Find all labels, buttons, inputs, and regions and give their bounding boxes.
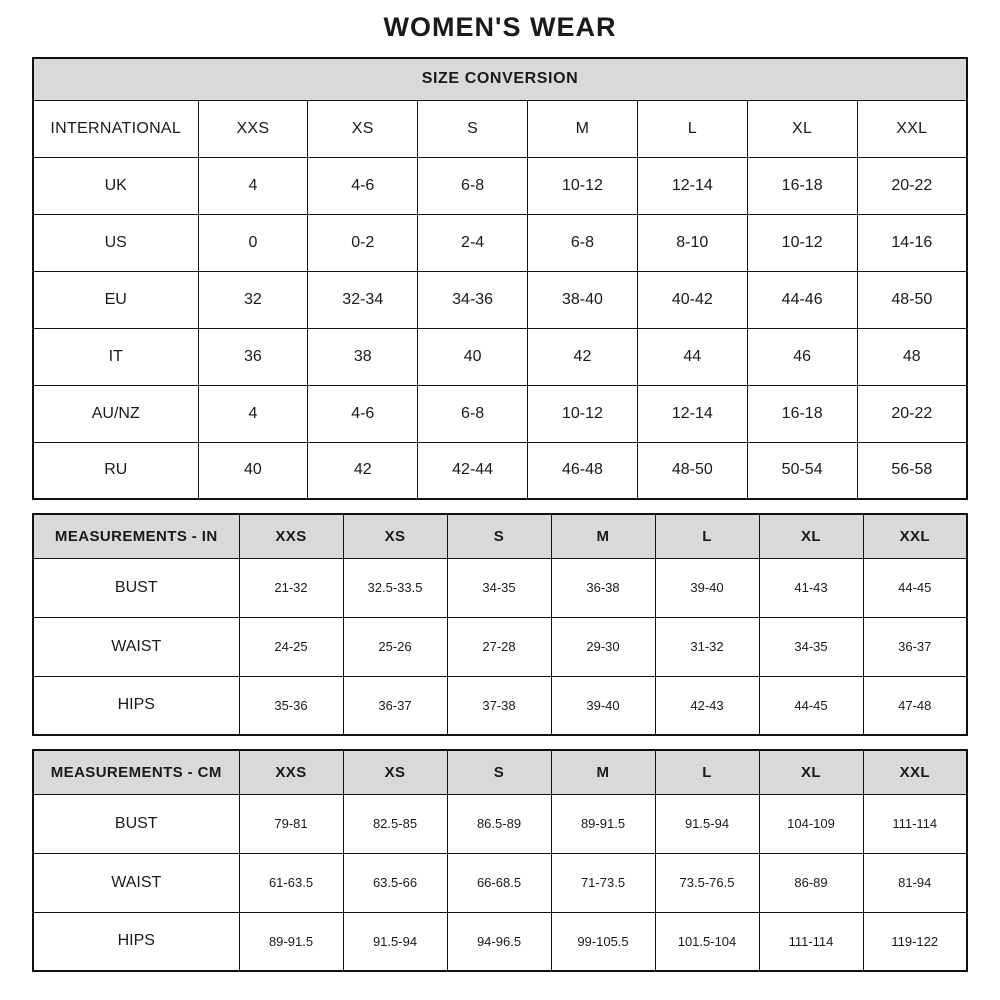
size-conversion-value-cell: 10-12 xyxy=(528,385,638,442)
measurements-in-row-label: HIPS xyxy=(33,676,239,735)
size-conversion-header-cell: XXS xyxy=(198,100,308,157)
size-conversion-value-cell: 10-12 xyxy=(528,157,638,214)
size-conversion-value-cell: 32 xyxy=(198,271,308,328)
measurements-cm-value-cell: 73.5-76.5 xyxy=(655,853,759,912)
size-conversion-value-cell: 56-58 xyxy=(857,442,967,499)
size-conversion-header-cell: M xyxy=(528,100,638,157)
size-conversion-value-cell: 40 xyxy=(418,328,528,385)
measurements-in-header-cell: L xyxy=(655,514,759,558)
size-conversion-value-cell: 38-40 xyxy=(528,271,638,328)
measurements-in-value-cell: 39-40 xyxy=(551,676,655,735)
size-conversion-data-row xyxy=(33,214,967,271)
size-conversion-title-row xyxy=(33,58,967,100)
measurements-cm-value-cell: 111-114 xyxy=(759,912,863,971)
measurements-cm-value-cell: 89-91.5 xyxy=(551,794,655,853)
size-conversion-header-cell: XXL xyxy=(857,100,967,157)
size-conversion-table xyxy=(32,57,968,500)
measurements-cm-value-cell: 89-91.5 xyxy=(239,912,343,971)
measurements-cm-row-label: BUST xyxy=(33,794,239,853)
measurements-in-value-cell: 36-37 xyxy=(863,617,967,676)
measurements-cm-table xyxy=(32,749,968,972)
size-conversion-value-cell: 2-4 xyxy=(418,214,528,271)
page-title: WOMEN'S WEAR xyxy=(383,12,617,42)
measurements-cm-value-cell: 104-109 xyxy=(759,794,863,853)
measurements-cm-value-cell: 63.5-66 xyxy=(343,853,447,912)
measurements-in-header-cell: M xyxy=(551,514,655,558)
size-conversion-value-cell: 4 xyxy=(198,385,308,442)
measurements-in-value-cell: 41-43 xyxy=(759,558,863,617)
size-conversion-data-row xyxy=(33,442,967,499)
size-conversion-title: SIZE CONVERSION xyxy=(33,58,967,100)
size-conversion-value-cell: 40 xyxy=(198,442,308,499)
size-conversion-value-cell: 44 xyxy=(637,328,747,385)
size-conversion-data-row xyxy=(33,271,967,328)
size-conversion-value-cell: 4-6 xyxy=(308,385,418,442)
size-conversion-value-cell: 0-2 xyxy=(308,214,418,271)
size-conversion-value-cell: 20-22 xyxy=(857,385,967,442)
size-conversion-row-label: US xyxy=(33,214,198,271)
measurements-cm-header-cell: XL xyxy=(759,750,863,794)
size-conversion-value-cell: 50-54 xyxy=(747,442,857,499)
size-conversion-value-cell: 38 xyxy=(308,328,418,385)
measurements-cm-row-label: HIPS xyxy=(33,912,239,971)
measurements-cm-value-cell: 86-89 xyxy=(759,853,863,912)
measurements-in-value-cell: 31-32 xyxy=(655,617,759,676)
measurements-cm-value-cell: 119-122 xyxy=(863,912,967,971)
size-conversion-value-cell: 46-48 xyxy=(528,442,638,499)
measurements-in-value-cell: 47-48 xyxy=(863,676,967,735)
size-conversion-value-cell: 48 xyxy=(857,328,967,385)
size-conversion-value-cell: 8-10 xyxy=(637,214,747,271)
measurements-cm-value-cell: 82.5-85 xyxy=(343,794,447,853)
measurements-cm-header-cell: L xyxy=(655,750,759,794)
size-conversion-value-cell: 12-14 xyxy=(637,385,747,442)
measurements-cm-value-cell: 81-94 xyxy=(863,853,967,912)
size-conversion-value-cell: 4-6 xyxy=(308,157,418,214)
measurements-in-value-cell: 29-30 xyxy=(551,617,655,676)
measurements-in-value-cell: 39-40 xyxy=(655,558,759,617)
measurements-in-data-row xyxy=(33,617,967,676)
size-conversion-value-cell: 44-46 xyxy=(747,271,857,328)
measurements-in-value-cell: 42-43 xyxy=(655,676,759,735)
measurements-cm-value-cell: 91.5-94 xyxy=(343,912,447,971)
measurements-cm-value-cell: 71-73.5 xyxy=(551,853,655,912)
measurements-in-data-row xyxy=(33,558,967,617)
size-conversion-data-row xyxy=(33,157,967,214)
size-conversion-value-cell: 16-18 xyxy=(747,157,857,214)
measurements-in-row-label: WAIST xyxy=(33,617,239,676)
size-conversion-value-cell: 34-36 xyxy=(418,271,528,328)
size-conversion-header-cell: L xyxy=(637,100,747,157)
size-conversion-value-cell: 42 xyxy=(308,442,418,499)
measurements-in-value-cell: 34-35 xyxy=(447,558,551,617)
measurements-cm-header-cell: XS xyxy=(343,750,447,794)
measurements-cm-header-label: MEASUREMENTS - CM xyxy=(33,750,239,794)
measurements-in-value-cell: 34-35 xyxy=(759,617,863,676)
measurements-in-row-label: BUST xyxy=(33,558,239,617)
measurements-cm-value-cell: 99-105.5 xyxy=(551,912,655,971)
size-conversion-value-cell: 6-8 xyxy=(528,214,638,271)
measurements-in-table xyxy=(32,513,968,736)
measurements-in-value-cell: 24-25 xyxy=(239,617,343,676)
size-conversion-header-label: INTERNATIONAL xyxy=(33,100,198,157)
size-conversion-value-cell: 6-8 xyxy=(418,385,528,442)
measurements-in-value-cell: 32.5-33.5 xyxy=(343,558,447,617)
measurements-cm-header-cell: S xyxy=(447,750,551,794)
size-conversion-value-cell: 4 xyxy=(198,157,308,214)
size-conversion-row-label: UK xyxy=(33,157,198,214)
size-conversion-value-cell: 46 xyxy=(747,328,857,385)
size-conversion-row-label: EU xyxy=(33,271,198,328)
measurements-in-value-cell: 25-26 xyxy=(343,617,447,676)
size-conversion-header-cell: XL xyxy=(747,100,857,157)
measurements-cm-value-cell: 86.5-89 xyxy=(447,794,551,853)
size-conversion-value-cell: 32-34 xyxy=(308,271,418,328)
size-conversion-value-cell: 36 xyxy=(198,328,308,385)
size-conversion-row-label: AU/NZ xyxy=(33,385,198,442)
size-conversion-header-cell: S xyxy=(418,100,528,157)
measurements-cm-row-label: WAIST xyxy=(33,853,239,912)
measurements-cm-value-cell: 66-68.5 xyxy=(447,853,551,912)
size-conversion-value-cell: 42 xyxy=(528,328,638,385)
measurements-in-value-cell: 21-32 xyxy=(239,558,343,617)
measurements-in-header-cell: XXS xyxy=(239,514,343,558)
measurements-cm-value-cell: 94-96.5 xyxy=(447,912,551,971)
measurements-cm-value-cell: 79-81 xyxy=(239,794,343,853)
size-conversion-row-label: IT xyxy=(33,328,198,385)
size-conversion-value-cell: 48-50 xyxy=(637,442,747,499)
measurements-in-header-cell: XL xyxy=(759,514,863,558)
measurements-cm-value-cell: 91.5-94 xyxy=(655,794,759,853)
measurements-in-header-cell: XXL xyxy=(863,514,967,558)
size-conversion-data-row xyxy=(33,328,967,385)
measurements-in-header-row xyxy=(33,514,967,558)
measurements-in-value-cell: 37-38 xyxy=(447,676,551,735)
measurements-cm-value-cell: 61-63.5 xyxy=(239,853,343,912)
size-conversion-header-cell: XS xyxy=(308,100,418,157)
measurements-in-value-cell: 44-45 xyxy=(759,676,863,735)
size-conversion-value-cell: 16-18 xyxy=(747,385,857,442)
size-conversion-value-cell: 10-12 xyxy=(747,214,857,271)
measurements-in-value-cell: 36-38 xyxy=(551,558,655,617)
size-conversion-value-cell: 12-14 xyxy=(637,157,747,214)
measurements-cm-header-cell: XXL xyxy=(863,750,967,794)
size-conversion-value-cell: 20-22 xyxy=(857,157,967,214)
measurements-in-data-row xyxy=(33,676,967,735)
size-conversion-value-cell: 14-16 xyxy=(857,214,967,271)
measurements-cm-header-cell: M xyxy=(551,750,655,794)
size-conversion-value-cell: 42-44 xyxy=(418,442,528,499)
size-conversion-value-cell: 6-8 xyxy=(418,157,528,214)
size-conversion-row-label: RU xyxy=(33,442,198,499)
measurements-in-value-cell: 35-36 xyxy=(239,676,343,735)
measurements-in-header-label: MEASUREMENTS - IN xyxy=(33,514,239,558)
measurements-in-header-cell: S xyxy=(447,514,551,558)
measurements-cm-data-row xyxy=(33,912,967,971)
measurements-in-value-cell: 27-28 xyxy=(447,617,551,676)
measurements-cm-data-row xyxy=(33,853,967,912)
size-conversion-header-row xyxy=(33,100,967,157)
size-conversion-value-cell: 0 xyxy=(198,214,308,271)
measurements-cm-value-cell: 111-114 xyxy=(863,794,967,853)
size-conversion-value-cell: 40-42 xyxy=(637,271,747,328)
measurements-cm-header-row xyxy=(33,750,967,794)
size-conversion-data-row xyxy=(33,385,967,442)
measurements-cm-data-row xyxy=(33,794,967,853)
size-conversion-value-cell: 48-50 xyxy=(857,271,967,328)
measurements-cm-value-cell: 101.5-104 xyxy=(655,912,759,971)
measurements-in-value-cell: 36-37 xyxy=(343,676,447,735)
measurements-cm-header-cell: XXS xyxy=(239,750,343,794)
measurements-in-header-cell: XS xyxy=(343,514,447,558)
measurements-in-value-cell: 44-45 xyxy=(863,558,967,617)
